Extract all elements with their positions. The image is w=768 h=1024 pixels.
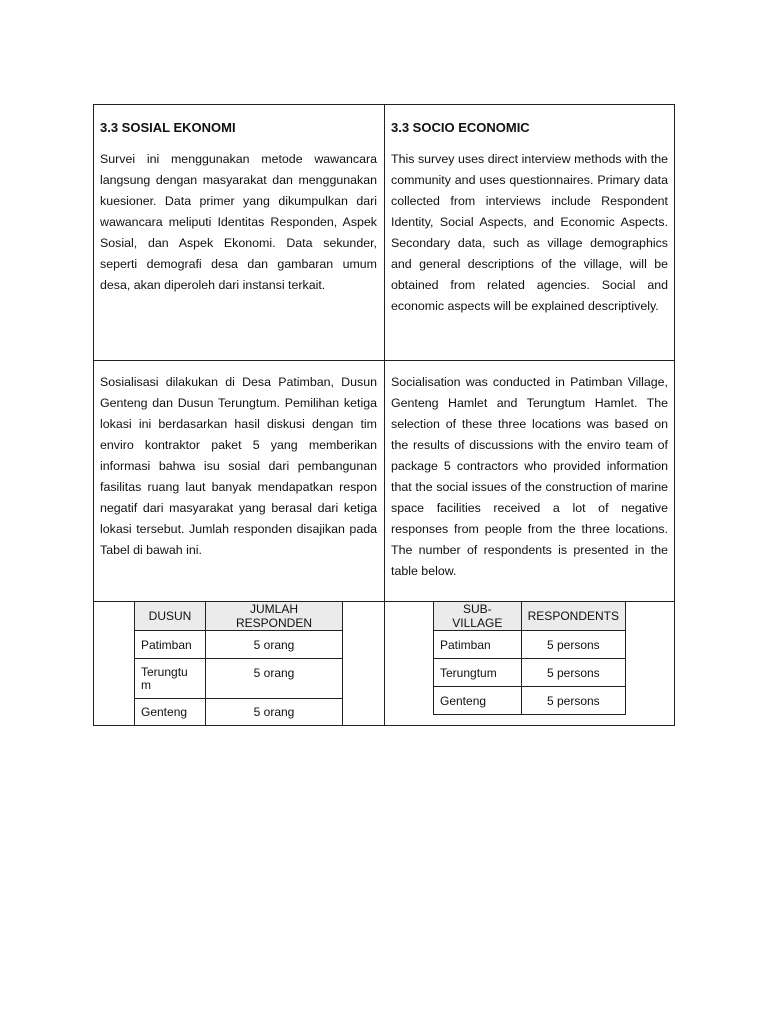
table-cell: 5 orang [206, 699, 343, 726]
left-intro-cell [100, 119, 377, 296]
table-row [135, 659, 343, 699]
table-cell: Genteng [434, 687, 522, 715]
left-socialisation-paragraph: Sosialisasi dilakukan di Desa Patimban, Dusun Genteng dan Dusun Terungtum. Pemilihan ketiga lokasi ini berdasarkan hasil diskusi dengan tim enviro kontraktor paket 5 yang memberikan informasi bahwa isu sosial dari pembangunan fasilitas ruang laut banyak mendapatkan respon negatif dari masyarakat yang berasal dari ketiga lokasi tersebut. Jumlah responden disajikan pada Tabel di bawah ini. [100, 375, 377, 557]
table-cell: Genteng [135, 699, 206, 726]
right-section-heading: 3.3 SOCIO ECONOMIC [391, 120, 530, 135]
left-socialisation-cell [100, 372, 377, 561]
table-header-cell: RESPONDENTS [521, 602, 625, 631]
table-cell: 5 persons [521, 659, 625, 687]
table-cell: Terungtum [434, 659, 522, 687]
table-cell: 5 persons [521, 687, 625, 715]
table-cell: Terungtu m [135, 659, 206, 699]
right-socialisation-paragraph: Socialisation was conducted in Patimban Village, Genteng Hamlet and Terungtum Hamlet. The selection of these three locations was based on the results of discussions with the enviro team of package 5 contractors who provided information that the social issues of the construction of marine space facilities received a lot of negative responses from people from the three locations. The number of respondents is presented in the table below. [391, 375, 668, 578]
left-section-heading: 3.3 SOSIAL EKONOMI [100, 120, 236, 135]
table-cell: 5 orang [206, 659, 343, 699]
table-header-cell: JUMLAH RESPONDEN [206, 602, 343, 631]
table-cell: 5 orang [206, 631, 343, 659]
table-cell: 5 persons [521, 631, 625, 659]
table-row [434, 687, 626, 715]
left-respondents-table [134, 601, 343, 726]
table-row [135, 631, 343, 659]
right-socialisation-cell [391, 372, 668, 582]
bilingual-document-table [93, 104, 675, 726]
table-row [135, 699, 343, 726]
column-divider [384, 105, 385, 725]
right-intro-paragraph: This survey uses direct interview methods with the community and uses questionnaires. Primary data collected from interviews include Respondent Identity, Social Aspects, and Economic Aspects. Secondary data, such as village demographics and general descriptions of the village, will be obtained from related agencies. Social and economic aspects will be explained descriptively. [391, 152, 668, 313]
table-header-row [135, 602, 343, 631]
table-row [434, 631, 626, 659]
table-cell: Patimban [434, 631, 522, 659]
table-header-cell: SUB-VILLAGE [434, 602, 522, 631]
table-header-row [434, 602, 626, 631]
table-row [434, 659, 626, 687]
left-intro-paragraph: Survei ini menggunakan metode wawancara langsung dengan masyarakat dan menggunakan kuesioner. Data primer yang dikumpulkan dari wawancara meliputi Identitas Responden, Aspek Sosial, dan Aspek Ekonomi. Data sekunder, seperti demografi desa dan gambaran umum desa, akan diperoleh dari instansi terkait. [100, 152, 377, 292]
right-respondents-table [433, 601, 626, 715]
right-intro-cell [391, 119, 668, 317]
row-divider-1 [94, 360, 674, 361]
table-cell: Patimban [135, 631, 206, 659]
table-header-cell: DUSUN [135, 602, 206, 631]
